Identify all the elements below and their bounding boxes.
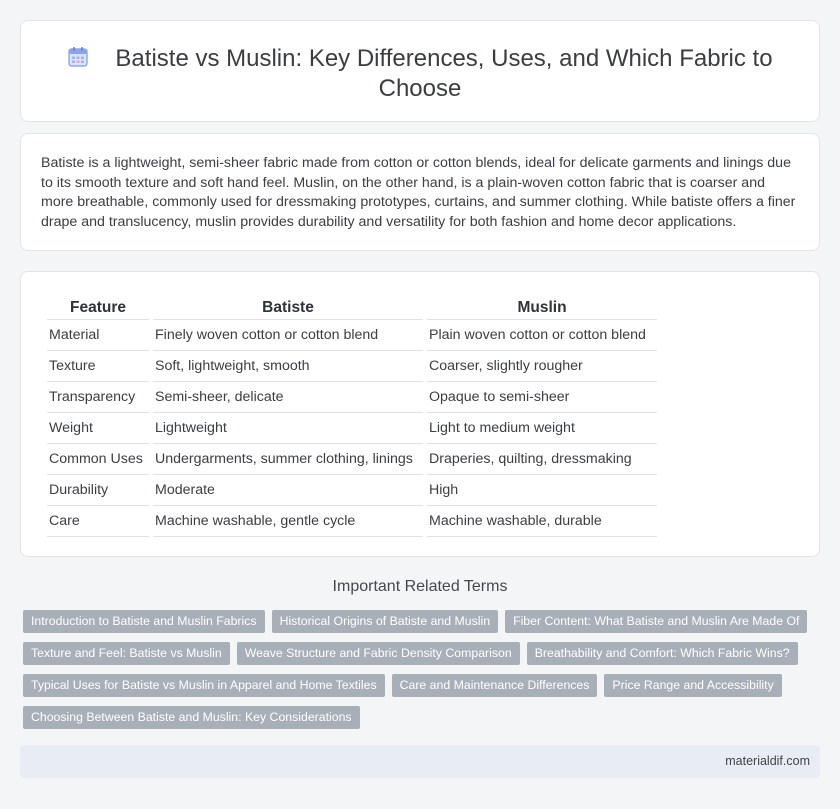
title-wrap (61, 44, 779, 104)
related-term-tag[interactable]: Fiber Content: What Batiste and Muslin Are Made Of (505, 610, 807, 633)
table-cell-muslin: Opaque to semi-sheer (427, 382, 657, 413)
column-header-muslin: Muslin (427, 296, 657, 320)
table-row (47, 444, 657, 475)
related-terms-title: Important Related Terms (332, 578, 508, 595)
related-term-tag[interactable]: Weave Structure and Fabric Density Comparison (237, 642, 520, 665)
comparison-table-card (20, 271, 820, 557)
related-term-tag[interactable]: Texture and Feel: Batiste vs Muslin (23, 642, 230, 665)
table-cell-feature: Texture (47, 351, 149, 382)
footer (20, 745, 820, 778)
table-cell-batiste: Semi-sheer, delicate (153, 382, 423, 413)
table-cell-batiste: Moderate (153, 475, 423, 506)
footer-site-link[interactable]: materialdif.com (725, 754, 810, 768)
table-cell-muslin: High (427, 475, 657, 506)
table-cell-batiste: Lightweight (153, 413, 423, 444)
table-cell-feature: Durability (47, 475, 149, 506)
table-cell-muslin: Light to medium weight (427, 413, 657, 444)
related-term-tag[interactable]: Choosing Between Batiste and Muslin: Key Considerations (23, 706, 360, 729)
table-cell-muslin: Coarser, slightly rougher (427, 351, 657, 382)
calendar-icon (67, 46, 89, 68)
table-cell-feature: Common Uses (47, 444, 149, 475)
table-row (47, 320, 657, 351)
table-cell-feature: Weight (47, 413, 149, 444)
table-cell-muslin: Plain woven cotton or cotton blend (427, 320, 657, 351)
table-row (47, 382, 657, 413)
table-cell-batiste: Machine washable, gentle cycle (153, 506, 423, 537)
table-row (47, 351, 657, 382)
table-row (47, 475, 657, 506)
title-card (20, 20, 820, 122)
related-terms-tags (23, 610, 813, 729)
table-header-row (47, 296, 657, 320)
page-title: Batiste vs Muslin: Key Differences, Uses, and Which Fabric to Choose (115, 45, 773, 102)
intro-paragraph: Batiste is a lightweight, semi-sheer fabric made from cotton or cotton blends, ideal for delicate garments and linings due to its smooth texture and soft hand feel. Muslin, on the other hand, is a plain-woven cotton fabric that is coarser and more breathable, commonly used for dressmaking prototypes, curtains, and summer clothing. While batiste offers a finer drape and translucency, muslin provides durability and versatility for both fashion and home decor applications. (41, 155, 796, 230)
table-cell-muslin: Machine washable, durable (427, 506, 657, 537)
table-row (47, 413, 657, 444)
table-cell-batiste: Soft, lightweight, smooth (153, 351, 423, 382)
table-cell-feature: Care (47, 506, 149, 537)
related-term-tag[interactable]: Breathability and Comfort: Which Fabric Wins? (527, 642, 798, 665)
related-term-tag[interactable]: Price Range and Accessibility (604, 674, 781, 697)
related-term-tag[interactable]: Introduction to Batiste and Muslin Fabrics (23, 610, 265, 633)
related-term-tag[interactable]: Historical Origins of Batiste and Muslin (272, 610, 499, 633)
related-term-tag[interactable]: Typical Uses for Batiste vs Muslin in Apparel and Home Textiles (23, 674, 385, 697)
column-header-batiste: Batiste (153, 296, 423, 320)
table-cell-feature: Material (47, 320, 149, 351)
column-header-feature: Feature (47, 296, 149, 320)
intro-card (20, 133, 820, 251)
table-cell-feature: Transparency (47, 382, 149, 413)
table-cell-batiste: Finely woven cotton or cotton blend (153, 320, 423, 351)
table-cell-batiste: Undergarments, summer clothing, linings (153, 444, 423, 475)
table-row (47, 506, 657, 537)
table-cell-muslin: Draperies, quilting, dressmaking (427, 444, 657, 475)
comparison-table (43, 296, 661, 537)
related-term-tag[interactable]: Care and Maintenance Differences (392, 674, 598, 697)
